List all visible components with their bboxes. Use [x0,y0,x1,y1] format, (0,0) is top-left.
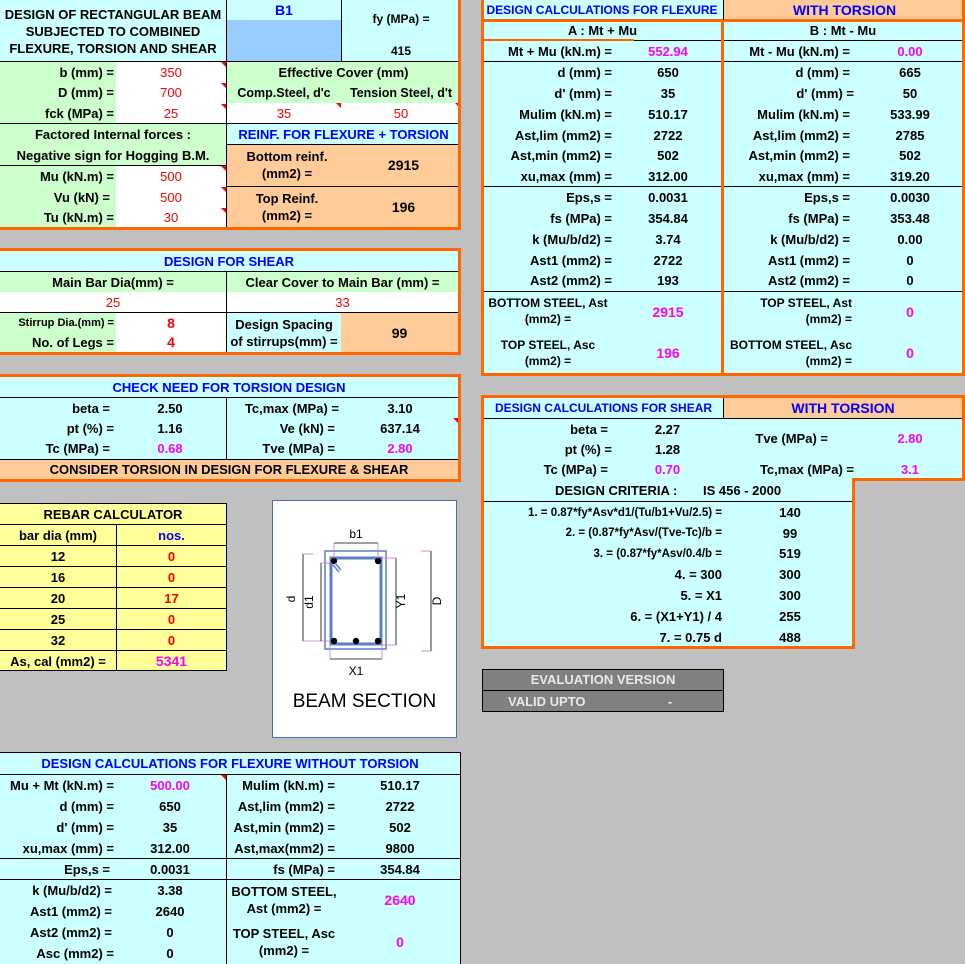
sc-pt-value: 1.28 [654,442,681,457]
bottom-reinf-value: 2915 [387,157,420,173]
ftB-m-label: Mt - Mu (kN.m) = [749,43,850,59]
evaluation-title: EVALUATION VERSION [530,672,676,687]
fnt-d-value: 650 [159,799,181,814]
title-cell [0,0,226,61]
tcmax-value: 3.10 [387,400,413,416]
legs-input[interactable]: 4 [167,334,175,350]
beam-id[interactable]: B1 [227,0,341,20]
ftB-ast2-value: 0 [906,273,914,288]
ftB-astlim-value: 2785 [895,127,925,143]
ftA-m-label: Mt + Mu (kN.m) = [507,43,612,59]
criteria-7-value: 488 [779,629,801,645]
Mu-label: Mu (kN.m) = [39,169,114,184]
comp-cover-input[interactable]: 35 [276,105,292,121]
fnt-ast1-label: Ast1 (mm2) = [30,904,112,919]
main-bar-label: Main Bar Dia(mm) = [52,274,174,290]
Tu-input[interactable]: 30 [163,209,179,225]
fnt-fs-label: fs (MPa) = [273,861,335,877]
fnt-astmax-label: Ast,max(mm2) = [234,840,335,856]
ftB-xumax-value: 319.20 [890,168,930,184]
sc-tve-value: 2.80 [897,430,923,446]
fnt-astlim-label: Ast,lim (mm2) = [237,799,335,814]
forces-note: Negative sign for Hogging B.M. [16,147,210,163]
criteria-3-label: 3. = (0.87*fy*Asv/0.4/b = [593,547,722,560]
ftA-eps-value: 0.0031 [648,190,688,205]
svg-text:D: D [430,596,444,606]
fnt-bottom-steel-label-1: BOTTOM STEEL, [231,884,337,899]
ftA-res2-value: 196 [656,345,680,361]
comp-steel-label: Comp.Steel, d'c [237,85,331,100]
fnt-asc-value: 0 [166,946,174,961]
ftB-astmin-value: 502 [899,148,921,163]
spacing-label-1: Design Spacing [235,317,333,332]
ftB-m-value: 0.00 [897,43,923,59]
fnt-mu-value: 500.00 [150,778,190,793]
ftB-xumax-label: xu,max (mm) = [758,168,850,184]
main-bar-input[interactable]: 25 [105,294,121,310]
ftA-mulim-value: 510.17 [648,107,688,122]
ftB-ast1-label: Ast1 (mm2) = [768,252,850,268]
svg-text:X1: X1 [348,664,364,678]
criteria-2-label: 2. = (0.87*fy*Asv/(Tve-Tc)/b = [565,527,722,539]
ftB-astlim-label: Ast,lim (mm2) = [752,127,850,143]
rebar-col-nos: nos. [158,527,185,543]
rebar-dia-12: 12 [50,548,66,564]
fnt-bottom-steel-value: 2640 [384,892,416,908]
fnt-mulim-value: 510.17 [380,778,420,793]
rebar-nos-16[interactable]: 0 [167,569,176,585]
rebar-col-dia: bar dia (mm) [18,527,97,543]
shear-calc-title: DESIGN CALCULATIONS FOR SHEAR [494,401,713,415]
pt-value: 1.16 [157,420,183,436]
ft-title-2: WITH TORSION [792,2,897,18]
rebar-nos-25[interactable]: 0 [167,611,176,627]
ft-title: DESIGN CALCULATIONS FOR FLEXURE [486,3,718,17]
ve-value: 637.14 [380,420,420,436]
ftA-res2-label-1: TOP STEEL, Asc [500,338,596,352]
ftA-res1-label [484,295,612,327]
top-reinf-label [227,190,347,224]
fnt-mu-label: Mu + Mt (kN.m) = [9,778,114,793]
ftB-fs-value: 353.48 [890,211,930,226]
ftB-eps-label: Eps,s = [804,190,850,205]
ftA-m-value: 552.94 [648,43,688,59]
tcmax-label: Tc,max (MPa) = [244,400,339,416]
rebar-dia-25: 25 [50,611,66,627]
sc-tc-value: 0.70 [654,462,681,477]
ftA-mulim-label: Mulim (kN.m) = [519,107,612,122]
ftB-ast2-label: Ast2 (mm2) = [768,273,850,288]
reinf-summary-title: REINF. FOR FLEXURE + TORSION [238,126,449,142]
tension-steel-label: Tension Steel, d't [349,85,453,100]
fnt-ast1-value: 2640 [155,904,185,919]
beam-section-figure [272,500,457,738]
ftB-res2-value: 0 [906,345,914,361]
shear-title: DESIGN FOR SHEAR [163,253,294,269]
criteria-4-label: 4. = 300 [674,567,722,582]
ftA-xumax-label: xu,max (mm) = [520,168,612,184]
ftB-mulim-label: Mulim (kN.m) = [757,107,850,122]
sc-beta-value: 2.27 [654,421,681,437]
fnt-d-label: d (mm) = [59,799,114,814]
fnt-top-steel-label-2: (mm2) = [258,943,310,958]
criteria-5-label: 5. = X1 [680,588,722,603]
fy-value[interactable]: 415 [390,44,412,58]
sc-tcmax-value: 3.1 [900,462,920,477]
fck-label: fck (MPa) = [45,105,114,121]
Vu-input[interactable]: 500 [160,189,182,205]
fnt-ast2-label: Ast2 (mm2) = [30,925,112,940]
D-input[interactable]: 700 [160,85,182,100]
criteria-6-label: 6. = (X1+Y1) / 4 [630,609,722,624]
ftA-fs-value: 354.84 [648,211,688,226]
fnt-top-steel-label-1: TOP STEEL, Asc [232,926,336,941]
stirrup-dia-input[interactable]: 8 [167,314,175,331]
fnt-eps-value: 0.0031 [150,861,190,877]
criteria-1-value: 140 [779,505,801,520]
ftA-res2-label-2: (mm2) = [524,354,572,368]
ftA-dprime-label: d' (mm) = [554,86,612,101]
ftB-res2-label-1: BOTTOM STEEL, Asc [729,338,852,352]
ftB-res2-label [724,337,852,369]
title-line-2: SUBJECTED TO COMBINED [25,24,201,39]
ftB-d-label: d (mm) = [795,65,850,80]
ftB-eps-value: 0.0030 [890,190,930,205]
top-reinf-label-2: (mm2) = [261,208,313,223]
criteria-6-value: 255 [779,609,801,624]
ftB-res1-label-1: TOP STEEL, Ast [760,296,852,310]
b-label: b (mm) = [59,64,114,80]
title-line-1: DESIGN OF RECTANGULAR BEAM [4,7,222,22]
fnt-astlim-value: 2722 [385,799,415,814]
ftB-k-label: k (Mu/b/d2) = [770,232,850,247]
svg-text:d1: d1 [302,595,316,609]
valid-upto-value: - [667,693,673,709]
fnt-asc-label: Asc (mm2) = [36,946,114,961]
sc-beta-label: beta = [570,421,608,437]
ftA-res1-value: 2915 [652,304,684,320]
ftA-res1-label-1: BOTTOM STEEL, Ast [488,296,608,310]
beta-label: beta = [72,400,110,416]
torsion-check-title: CHECK NEED FOR TORSION DESIGN [112,379,346,395]
title-line-3: FLEXURE, TORSION AND SHEAR [9,41,217,56]
ftB-astmin-label: Ast,min (mm2) = [748,148,850,163]
fnt-top-steel-label [227,925,341,959]
svg-text:Y1: Y1 [394,593,408,609]
fck-input[interactable]: 25 [163,105,179,121]
b-input[interactable]: 350 [160,64,182,80]
fnt-xumax-value: 312.00 [150,840,190,856]
tve-label: Tve (MPa) = [262,441,335,456]
sc-tve-label: Tve (MPa) = [755,430,828,446]
ftA-astmin-value: 502 [657,148,679,163]
rebar-dia-32: 32 [50,632,66,648]
beta-value: 2.50 [157,400,183,416]
ve-label: Ve (kN) = [279,420,335,436]
fnt-bottom-steel-label-2: Ast (mm2) = [246,901,322,916]
criteria-title: DESIGN CRITERIA : [555,483,678,498]
criteria-code: IS 456 - 2000 [703,483,782,498]
criteria-3-value: 519 [779,546,801,561]
fnt-dprime-value: 35 [162,820,178,835]
rebar-dia-16: 16 [50,569,66,585]
ftA-k-value: 3.74 [655,232,681,247]
ftB-k-value: 0.00 [897,232,923,247]
ftB-fs-label: fs (MPa) = [788,211,850,226]
ftA-fs-label: fs (MPa) = [550,211,612,226]
bottom-reinf-label-1: Bottom reinf. [246,149,328,164]
fnt-mulim-label: Mulim (kN.m) = [242,778,335,793]
tc-value: 0.68 [157,441,183,456]
criteria-7-label: 7. = 0.75 d [659,629,722,645]
clear-cover-input[interactable]: 33 [335,294,350,310]
criteria-4-value: 300 [779,567,801,582]
b1-label: b1 [349,527,363,541]
D-label: D (mm) = [58,85,114,100]
rebar-total-label: As, cal (mm2) = [10,653,106,669]
legs-label: No. of Legs = [32,334,114,350]
ftB-dprime-label: d' (mm) = [796,86,854,101]
top-reinf-value: 196 [391,199,416,215]
Vu-label: Vu (kN) = [53,189,110,205]
rebar-total-value: 5341 [155,653,188,669]
sc-pt-label: pt (%) = [564,442,612,457]
clear-cover-label: Clear Cover to Main Bar (mm) = [245,274,440,290]
rebar-nos-32[interactable]: 0 [167,632,176,648]
ft-colA-header: A : Mt + Mu [567,23,638,38]
ftB-dprime-value: 50 [902,86,918,101]
tve-value: 2.80 [387,441,413,456]
fnt-ast2-value: 0 [166,925,174,940]
criteria-1-label: 1. = 0.87*fy*Asv*d1/(Tu/b1+Vu/2.5) = [528,506,722,519]
ftA-d-value: 650 [657,65,679,80]
spacing-label [227,316,341,350]
fnt-k-value: 3.38 [157,883,183,898]
ftA-astlim-label: Ast,lim (mm2) = [514,127,612,143]
valid-upto-label: VALID UPTO [508,693,586,709]
ftB-res1-label [724,295,852,327]
fnt-bottom-steel-label [227,883,341,917]
bottom-reinf-label-2: (mm2) = [261,166,313,181]
ftA-xumax-value: 312.00 [648,168,688,184]
fnt-xumax-label: xu,max (mm) = [22,840,114,856]
rebar-nos-12[interactable]: 0 [167,548,176,564]
fnt-astmin-label: Ast,min (mm2) = [233,820,335,835]
tension-cover-input[interactable]: 50 [393,105,409,121]
tc-label: Tc (MPa) = [45,441,110,456]
input-panel [0,0,460,229]
ftA-astlim-value: 2722 [653,127,683,143]
fnt-astmax-value: 9800 [385,840,415,856]
Tu-label: Tu (kN.m) = [43,209,114,225]
sc-tcmax-label: Tc,max (MPa) = [759,462,854,477]
stirrup-dia-label: Stirrup Dia.(mm) = [18,316,114,329]
ftA-dprime-value: 35 [660,86,676,101]
fy-label: fy (MPa) = [372,12,430,26]
pt-label: pt (%) = [66,420,114,436]
fnt-top-steel-value: 0 [396,934,404,950]
forces-title: Factored Internal forces : [34,126,192,142]
fnt-dprime-label: d' (mm) = [56,820,114,835]
rebar-title: REBAR CALCULATOR [43,506,183,522]
top-reinf-label-1: Top Reinf. [255,191,319,206]
criteria-5-value: 300 [779,588,801,603]
ftB-ast1-value: 0 [906,252,914,268]
ftA-ast1-label: Ast1 (mm2) = [530,252,612,268]
ftB-res2-label-2: (mm2) = [805,354,852,368]
ftB-res1-label-2: (mm2) = [805,312,852,326]
ftB-mulim-value: 533.99 [890,107,930,122]
ftA-astmin-label: Ast,min (mm2) = [510,148,612,163]
fnt-title: DESIGN CALCULATIONS FOR FLEXURE WITHOUT TORSION [41,756,419,771]
svg-text:d: d [284,595,298,603]
rebar-dia-20: 20 [50,590,66,606]
beam-id-input-cell[interactable] [227,20,341,61]
fnt-eps-label: Eps,s = [64,861,110,877]
ftA-res1-label-2: (mm2) = [524,312,572,326]
ftA-d-label: d (mm) = [557,65,612,80]
beam-section-caption: BEAM SECTION [292,691,437,712]
bottom-reinf-label [227,148,347,182]
ftA-res2-label [484,337,612,369]
cover-title: Effective Cover (mm) [278,64,409,80]
fnt-k-label: k (Mu/b/d2) = [32,883,112,898]
criteria-2-value: 99 [782,525,798,541]
fnt-astmin-value: 502 [389,820,411,835]
ftA-ast2-value: 193 [657,273,679,288]
ftA-ast1-value: 2722 [653,252,683,268]
ftA-eps-label: Eps,s = [566,190,612,205]
Mu-input[interactable]: 500 [160,169,182,184]
fnt-fs-value: 354.84 [380,861,420,877]
torsion-check-result: CONSIDER TORSION IN DESIGN FOR FLEXURE & SHEAR [49,462,409,477]
spacing-label-2: of stirrups(mm) = [230,334,338,349]
ftB-d-value: 665 [899,65,921,80]
rebar-nos-20[interactable]: 17 [164,590,179,606]
ftA-k-label: k (Mu/b/d2) = [532,232,612,247]
ftB-res1-value: 0 [906,304,914,320]
shear-calc-title-2: WITH TORSION [791,400,895,416]
sc-tc-label: Tc (MPa) = [543,462,608,477]
ft-colB-header: B : Mt - Mu [809,23,877,38]
ftA-ast2-label: Ast2 (mm2) = [530,273,612,288]
spacing-value: 99 [391,324,408,341]
